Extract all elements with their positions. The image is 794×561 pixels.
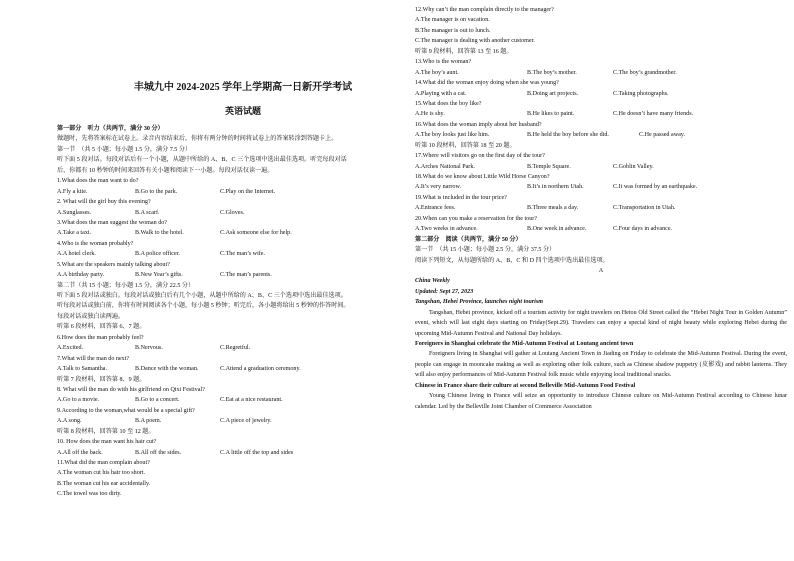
option-c: C.The manager is dealing with another customer. xyxy=(415,38,535,45)
question-7: 7.What will the man do next? xyxy=(57,355,130,362)
material-8-note: 听第 8 段材料，回答第 10 至 12 题。 xyxy=(57,428,155,435)
material-7-note: 听第 7 段材料，回答第 8、9 题。 xyxy=(57,376,146,383)
option-c: C.The man’s parents. xyxy=(220,272,272,279)
option-b: B.One week in advance. xyxy=(527,226,587,233)
option-a: A.Go to a movie. xyxy=(57,397,100,404)
part1-header: 第一部分 听力（共两节，满分 30 分） xyxy=(57,126,164,132)
option-a: A.Sunglasses. xyxy=(57,209,92,216)
option-b: B.He likes to paint. xyxy=(527,111,575,118)
question-19: 19.What is included in the tour price? xyxy=(415,194,507,201)
question-9: 9.According to the woman,what would be a special gift? xyxy=(57,407,195,414)
option-c: C.Taking photographs. xyxy=(613,90,669,97)
article-paragraph: Foreigners living in Shanghai will gather at Loutang Ancient Town in Jiading on Friday to celebrate the Mid-Autumn Festival. During the event, people can engage in mooncake making as well as exploring other folk culture, such as Chinese shadow puppetry (皮影戏) and rabbit lanterns. They will also enjoy performances of Mid-Autumn Festival folk music while enjoying local traditional snacks. xyxy=(415,351,787,379)
section1-header: 第一节 （共 5 小题；每小题 1.5 分，满分 7.5 分） xyxy=(57,146,192,153)
option-b: B.Dance with the woman. xyxy=(135,366,199,373)
option-b: B.Nervous. xyxy=(135,345,163,352)
options-9 xyxy=(57,416,429,426)
question-6: 6.How does the man probably feel? xyxy=(57,334,144,341)
article-paragraph: Tangshan, Hebei province, kicked off a tourism activity for night travelers on Hetou Old Street called the “Hebei Night Tour in Golden Autumn” event, which will last eight days starting on Friday(Sept.29). Travelers can enjoy a special kind of night beauty while exploring Hebei during the upcoming Mid-Autumn Festival and National Day holidays. xyxy=(415,309,787,337)
option-b: B.A police officer. xyxy=(135,251,180,258)
option-a: A.Entrance fees. xyxy=(415,205,456,212)
option-a: A.Arches National Park. xyxy=(415,163,475,170)
option-a: A.A birthday party. xyxy=(57,272,104,279)
section2-instruction: 每段对话或独白读两遍。 xyxy=(57,313,125,320)
options-5 xyxy=(57,270,429,280)
section1-instruction: 后，你都有 10 秒钟的时间来回答有关小题和阅读下一小题。每段对话仅读一遍。 xyxy=(57,167,274,174)
material-9-note: 听第 9 段材料，回答第 13 至 16 题。 xyxy=(415,48,513,55)
question-14: 14.What did the woman enjoy doing when she was young? xyxy=(415,80,559,87)
option-c: C.Ask someone else for help. xyxy=(220,230,292,237)
option-b: B.The woman cut his ear accidentally. xyxy=(57,480,151,487)
question-11: 11.What did the man complain about? xyxy=(57,460,150,466)
option-c: C.A little off the top and sides xyxy=(220,449,294,456)
option-a: A.Playing with a cat. xyxy=(415,90,467,97)
magazine-date: Updated: Sept 27, 2023 xyxy=(415,288,474,295)
question-5: 5.What are the speakers mainly talking about? xyxy=(57,261,170,268)
question-10: 10. How does the man want his hair cut? xyxy=(57,439,157,446)
option-c: C.Play on the Internet. xyxy=(220,188,276,195)
option-c: C.A piece of jewelry. xyxy=(220,418,272,425)
options-15 xyxy=(415,109,787,119)
option-c: C.He passed away. xyxy=(639,132,685,139)
option-b: B.He held the boy before she did. xyxy=(527,132,609,139)
option-b: B.Walk to the hotel. xyxy=(135,230,184,237)
option-a: A.All off the back. xyxy=(57,449,103,456)
option-c: C.Eat at a nice restaurant. xyxy=(220,397,283,404)
option-b: B.Doing art projects. xyxy=(527,90,579,97)
question-16: 16.What does the woman imply about her husband? xyxy=(415,121,542,128)
section1-instruction: 听下面 5 段对话。每段对话后有一个小题，从题中所给的 A、B、C 三个选项中选出最佳选项。听完每段对话 xyxy=(57,157,347,164)
option-c: C.Four days in advance. xyxy=(613,226,673,233)
option-c: C.Attend a graduation ceremony. xyxy=(220,366,301,373)
option-c: C.It was formed by an earthquake. xyxy=(613,184,698,191)
exam-subtitle: 英语试题 xyxy=(224,106,261,116)
options-18 xyxy=(415,182,787,192)
option-b: B.It’s in northern Utah. xyxy=(527,184,584,191)
part2-header: 第二部分 阅读（共两节，满分 50 分） xyxy=(415,236,522,243)
question-4: 4.Who is the woman probably? xyxy=(57,240,134,247)
question-12: 12.Why can’t the man complain directly to the manager? xyxy=(415,7,554,13)
question-20: 20.When can you make a reservation for the tour? xyxy=(415,215,537,222)
passage-label: A xyxy=(598,267,604,274)
option-c: C.Regretful. xyxy=(220,345,251,352)
options-4 xyxy=(57,249,429,259)
options-8 xyxy=(57,395,429,405)
options-3 xyxy=(57,228,429,238)
option-b: B.A poem. xyxy=(135,418,162,425)
options-17 xyxy=(415,162,787,172)
option-a: A.Talk to Samantha. xyxy=(57,366,108,373)
option-c: C.Transportation in Utah. xyxy=(613,205,676,212)
option-a: A.He is shy. xyxy=(415,111,445,118)
options-2 xyxy=(57,208,429,218)
options-7 xyxy=(57,364,429,374)
option-a: A.A hotel clerk. xyxy=(57,251,96,258)
option-c: C.The man’s wife. xyxy=(220,251,266,258)
option-c: C.Gloves. xyxy=(220,209,245,216)
options-16 xyxy=(415,130,787,140)
option-b: B.The boy’s mother. xyxy=(527,69,577,76)
option-a: A.Fly a kite. xyxy=(57,188,88,195)
option-a: A.Excited. xyxy=(57,345,84,352)
section2-instruction: 听每段对话或独白前，你将有时间阅读各个小题，每小题 5 秒钟；听完后，各小题将给出 5 秒钟的作答时间。 xyxy=(57,303,350,310)
option-b: B.All off the sides. xyxy=(135,449,182,456)
material-6-note: 听第 6 段材料，回答第 6、7 题。 xyxy=(57,324,146,331)
option-a: A.The boy’s aunt. xyxy=(415,69,459,76)
option-c: C.The towel was too dirty. xyxy=(57,491,122,498)
option-b: B.Go to a concert. xyxy=(135,397,180,404)
option-b: B.The manager is out to lunch. xyxy=(415,27,491,34)
question-8: 8. What will the man do with his girlfriend on Qixi Festival? xyxy=(57,386,205,393)
options-20 xyxy=(415,224,787,234)
option-b: B.Temple Square. xyxy=(527,163,571,170)
part2-instruction: 阅读下列短文，从每题所给的 A、B、C 和 D 四个选项中选出最佳选项。 xyxy=(415,257,609,264)
left-column xyxy=(57,0,429,561)
article-paragraph: Young Chinese living in France will seize an opportunity to introduce Chinese culture on Mid-Autumn Festival according to Chinese lunar calendar. Led by the Belleville Joint Chamber of Commerce Association xyxy=(415,393,787,410)
part2-section1-header: 第一节 （共 15 小题；每小题 2.5 分，满分 37.5 分） xyxy=(415,247,556,254)
question-3: 3.What does the man suggest the woman do? xyxy=(57,219,167,226)
option-b: B.New Year’s gifts. xyxy=(135,272,183,279)
material-10-note: 听第 10 段材料，回答第 18 至 20 题。 xyxy=(415,142,516,149)
option-a: A.It’s very narrow. xyxy=(415,184,461,191)
exam-title: 丰城九中 2024-2025 学年上学期高一日新开学考试 xyxy=(133,82,353,93)
options-13 xyxy=(415,68,787,78)
options-14 xyxy=(415,89,787,99)
question-18: 18.What do we know about Little Wild Horse Canyon? xyxy=(415,174,550,180)
right-column xyxy=(415,0,787,561)
section2-header: 第二节（共 15 小题；每小题 1.5 分，满分 22.5 分） xyxy=(57,282,195,289)
option-a: A.The woman cut his hair too short. xyxy=(57,470,146,477)
magazine-title: China Weekly xyxy=(415,278,450,285)
article-heading: Tangshan, Hebei Province, launches night tourism xyxy=(415,299,543,306)
section2-instruction: 听下面 5 段对话或独白。每段对话或独白后有几个小题，从题中所给的 A、B、C 三个选项中选出最佳选项。 xyxy=(57,293,347,299)
article-heading: Chinese in France share their culture at second Belleville Mid-Autumn Food Festival xyxy=(415,382,636,389)
question-15: 15.What does the boy like? xyxy=(415,100,482,107)
option-b: B.Three meals a day. xyxy=(527,205,579,212)
options-10 xyxy=(57,448,429,458)
option-c: C.The boy’s grandmother. xyxy=(613,69,677,76)
option-a: A.A song. xyxy=(57,418,82,425)
option-b: B.Go to the park. xyxy=(135,188,178,195)
options-19 xyxy=(415,203,787,213)
option-a: A.The manager is on vacation. xyxy=(415,17,490,24)
question-2: 2. What will the girl buy this evening? xyxy=(57,199,151,206)
options-6 xyxy=(57,343,429,353)
question-1: 1.What does the man want to do? xyxy=(57,178,139,185)
article-heading: Foreigners in Shanghai celebrate the Mid-Autumn Festival at Loutang ancient town xyxy=(415,341,634,348)
option-a: A.Two weeks in advance. xyxy=(415,226,478,233)
options-1 xyxy=(57,187,429,197)
option-a: A.The boy looks just like him. xyxy=(415,132,490,139)
option-b: B.A scarf. xyxy=(135,209,160,216)
part1-intro: 做题时，先将答案标在试卷上。录音内容结束后，你将有两分钟的时间将试卷上的答案转涂到答题卡上。 xyxy=(57,136,338,143)
option-c: C.He doesn’t have many friends. xyxy=(613,111,694,118)
option-a: A.Take a taxi. xyxy=(57,230,92,237)
question-13: 13.Who is the woman? xyxy=(415,59,472,66)
question-17: 17.Where will visitors go on the first day of the tour? xyxy=(415,153,545,160)
option-c: C.Goblin Valley. xyxy=(613,163,654,170)
